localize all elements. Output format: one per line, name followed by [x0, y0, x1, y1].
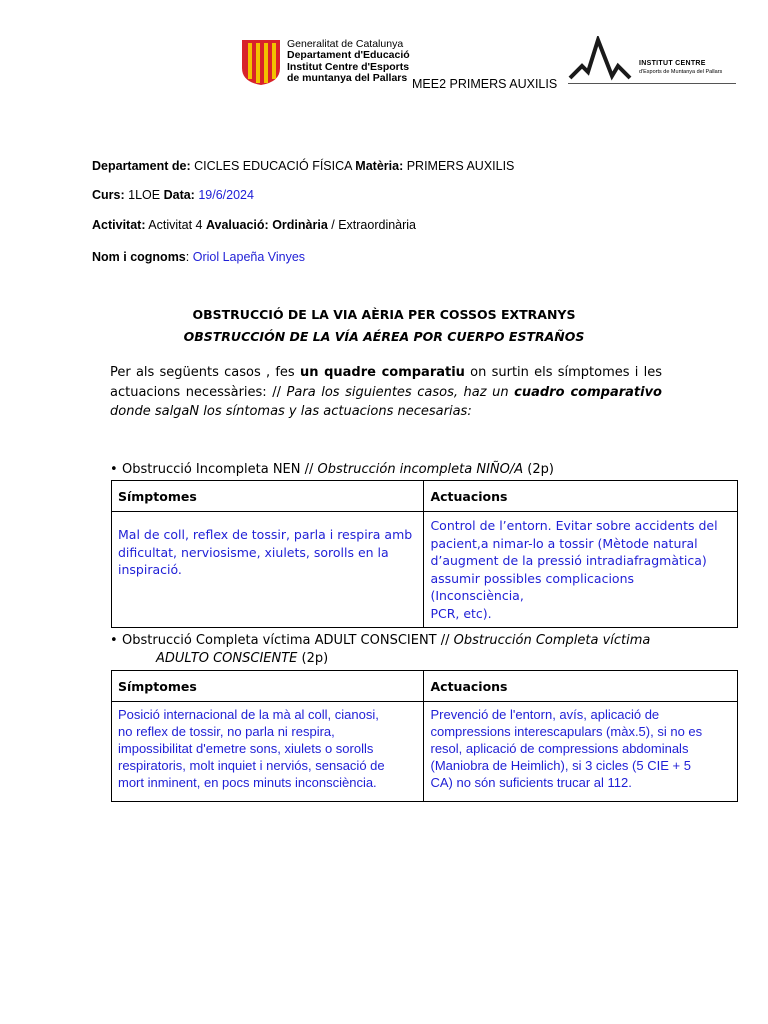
case-2-heading: [110, 632, 650, 668]
instr-part2: on surtin els símptomes i les actuacions necessàries: //: [110, 365, 662, 400]
avaluacio-extraordinaria: / Extraordinària: [327, 218, 417, 232]
instr-bold-italic: cuadro comparativo: [514, 384, 662, 400]
info-departament: [92, 159, 514, 173]
case-1-table: [111, 480, 738, 628]
case-1-label-italic: Obstrucción incompleta NIÑO/A: [317, 462, 524, 477]
departament-value: CICLES EDUCACIÓ FÍSICA: [194, 159, 352, 173]
table-row: [112, 702, 738, 802]
institute-logo-line2: d'Esports de Muntanya del Pallars: [639, 69, 723, 75]
case-2-points: (2p): [297, 651, 329, 666]
case-1-points: (2p): [523, 462, 554, 477]
activitat-label: Activitat:: [92, 218, 146, 232]
info-nom: [92, 250, 305, 264]
symptoms-cell: [112, 702, 424, 802]
institution-name: [287, 39, 410, 84]
materia-value: PRIMERS AUXILIS: [406, 159, 515, 173]
instr-part1: Per als següents casos , fes: [110, 365, 300, 380]
text-line: CA) no són suficients trucar al 112.: [430, 774, 632, 790]
case-1-heading: [110, 461, 554, 479]
text-line: (Maniobra de Heimlich), si 3 cicles (5 CIE + 5: [430, 757, 691, 773]
table-row: [112, 512, 738, 628]
case-2-label-line2: ADULTO CONSCIENTE: [156, 651, 298, 666]
col-header-actions: Actuacions: [424, 671, 738, 702]
title-spanish: OBSTRUCCIÓN DE LA VÍA AÉREA POR CUERPO ESTRAÑOS: [183, 329, 585, 344]
text-line: d’augment de la pressió intradiafragmàtica): [430, 553, 707, 568]
instructions-paragraph: [110, 363, 662, 422]
text-line: resol, aplicació de compressions abdominals: [430, 740, 689, 756]
nom-colon: :: [185, 250, 193, 264]
actions-cell: [424, 512, 738, 628]
case-2-table: [111, 670, 738, 802]
curs-value: 1LOE: [128, 188, 161, 202]
col-header-symptoms: Símptomes: [112, 481, 424, 512]
instr-italic: Para los siguientes casos, haz un: [286, 384, 515, 400]
curs-label: Curs:: [92, 188, 125, 202]
symptoms-cell: [112, 512, 424, 628]
info-curs: [92, 188, 254, 202]
text-line: mort inminent, en pocs minuts inconsciència.: [118, 774, 377, 790]
data-value: 19/6/2024: [198, 188, 254, 202]
text-line: Mal de coll, reflex de tossir, parla i respira amb: [118, 527, 413, 542]
title-catalan: OBSTRUCCIÓ DE LA VIA AÈRIA PER COSSOS EXTRANYS: [192, 307, 576, 322]
departament-label: Departament de:: [92, 159, 191, 173]
text-line: no reflex de tossir, no parla ni respira,: [118, 723, 335, 739]
logo-line: Institut Centre d'Esports: [287, 60, 410, 73]
text-line: inspiració.: [118, 562, 182, 577]
text-line: Posició internacional de la mà al coll, cianosi,: [118, 707, 379, 722]
avaluacio-ordinaria: Ordinària: [272, 218, 328, 232]
actions-cell: [424, 702, 738, 802]
logo-line: de muntanya del Pallars: [287, 71, 408, 84]
avaluacio-label: Avaluació:: [205, 218, 269, 232]
bullet-icon: •: [110, 633, 118, 648]
data-label: Data:: [163, 188, 195, 202]
generalitat-logo-icon: [240, 38, 282, 86]
table-header-row: [112, 671, 738, 702]
case-2-label-italic: Obstrucción Completa víctima: [453, 633, 651, 648]
text-line: compressions interescapulars (màx.5), si no es: [430, 723, 703, 739]
text-line: Control de l’entorn. Evitar sobre accidents del: [430, 518, 718, 533]
document-code: MEE2 PRIMERS AUXILIS: [412, 77, 558, 91]
info-activitat: [92, 218, 416, 232]
nom-label: Nom i cognoms: [92, 250, 186, 264]
text-line: impossibilitat d'emetre sons, xiulets o sorolls: [118, 740, 374, 756]
text-line: assumir possibles complicacions (Inconsciència,: [430, 570, 635, 603]
logo-line: Generalitat de Catalunya: [287, 38, 404, 50]
case-2-label: Obstrucció Completa víctima ADULT CONSCIENT //: [122, 633, 454, 648]
materia-label: Matèria:: [355, 159, 404, 173]
col-header-actions: Actuacions: [424, 481, 738, 512]
bullet-icon: •: [110, 462, 118, 477]
instr-bold: un quadre comparatiu: [299, 365, 465, 380]
text-line: dificultat, nerviosisme, xiulets, sorolls en la: [118, 544, 389, 560]
header-divider: [568, 83, 736, 84]
text-line: respiratoris, molt inquiet i nerviós, sensació de: [118, 757, 385, 773]
text-line: pacient,a nimar-lo a tossir (Mètode natural: [430, 535, 698, 551]
case-1-label: Obstrucció Incompleta NEN //: [122, 462, 318, 477]
instr-italic-end: donde salgaN los síntomas y las actuacions necesarias:: [110, 404, 472, 419]
table-header-row: [112, 481, 738, 512]
institute-logo-text: [639, 60, 722, 75]
activitat-value: Activitat 4: [148, 218, 203, 232]
text-line: Prevenció de l'entorn, avís, aplicació de: [430, 707, 660, 722]
text-line: PCR, etc).: [430, 605, 492, 621]
col-header-symptoms: Símptomes: [112, 671, 424, 702]
logo-line: Departament d'Educació: [287, 49, 410, 62]
nom-value: Oriol Lapeña Vinyes: [192, 250, 306, 264]
institute-logo-line1: INSTITUT CENTRE: [639, 60, 706, 67]
